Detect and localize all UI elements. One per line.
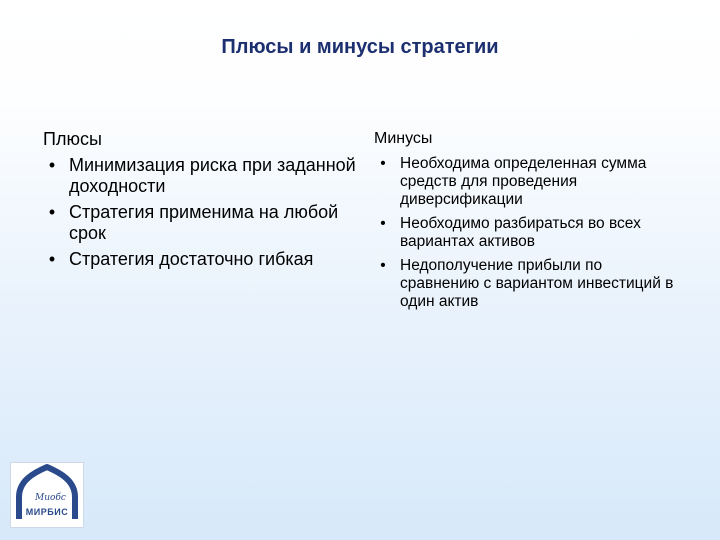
pros-column [43,128,358,270]
cons-item-text: Недополучение прибыли по сравнению с вариантом инвестиций в один актив [400,257,674,310]
bullet-icon: • [48,155,56,175]
pros-item [43,249,358,270]
cons-list [374,155,674,311]
bullet-icon: • [380,215,386,232]
bullet-icon: • [380,257,386,274]
cons-heading: Минусы [374,130,433,147]
logo-script-text: Миобс [35,493,66,503]
cons-item-text: Необходимо разбираться во всех вариантах активов [400,215,641,250]
pros-list [43,155,358,270]
bullet-icon: • [48,202,56,222]
logo-wordmark: МИРБИС [25,507,69,517]
pros-item-text: Минимизация риска при заданной доходности [69,155,356,196]
mirbis-logo [10,462,84,528]
pros-item-text: Стратегия достаточно гибкая [69,249,314,269]
cons-item [374,257,674,311]
pros-heading: Плюсы [43,129,102,149]
cons-item-text: Необходима определенная сумма средств для проведения диверсификации [400,155,647,208]
cons-item [374,215,674,251]
pros-item-text: Стратегия применима на любой срок [69,202,339,243]
slide-title: Плюсы и минусы стратегии [221,36,499,58]
bullet-icon: • [48,249,56,269]
cons-item [374,155,674,209]
pros-item [43,202,358,244]
bullet-icon: • [380,155,386,172]
cons-column [374,128,674,311]
pros-item [43,155,358,197]
